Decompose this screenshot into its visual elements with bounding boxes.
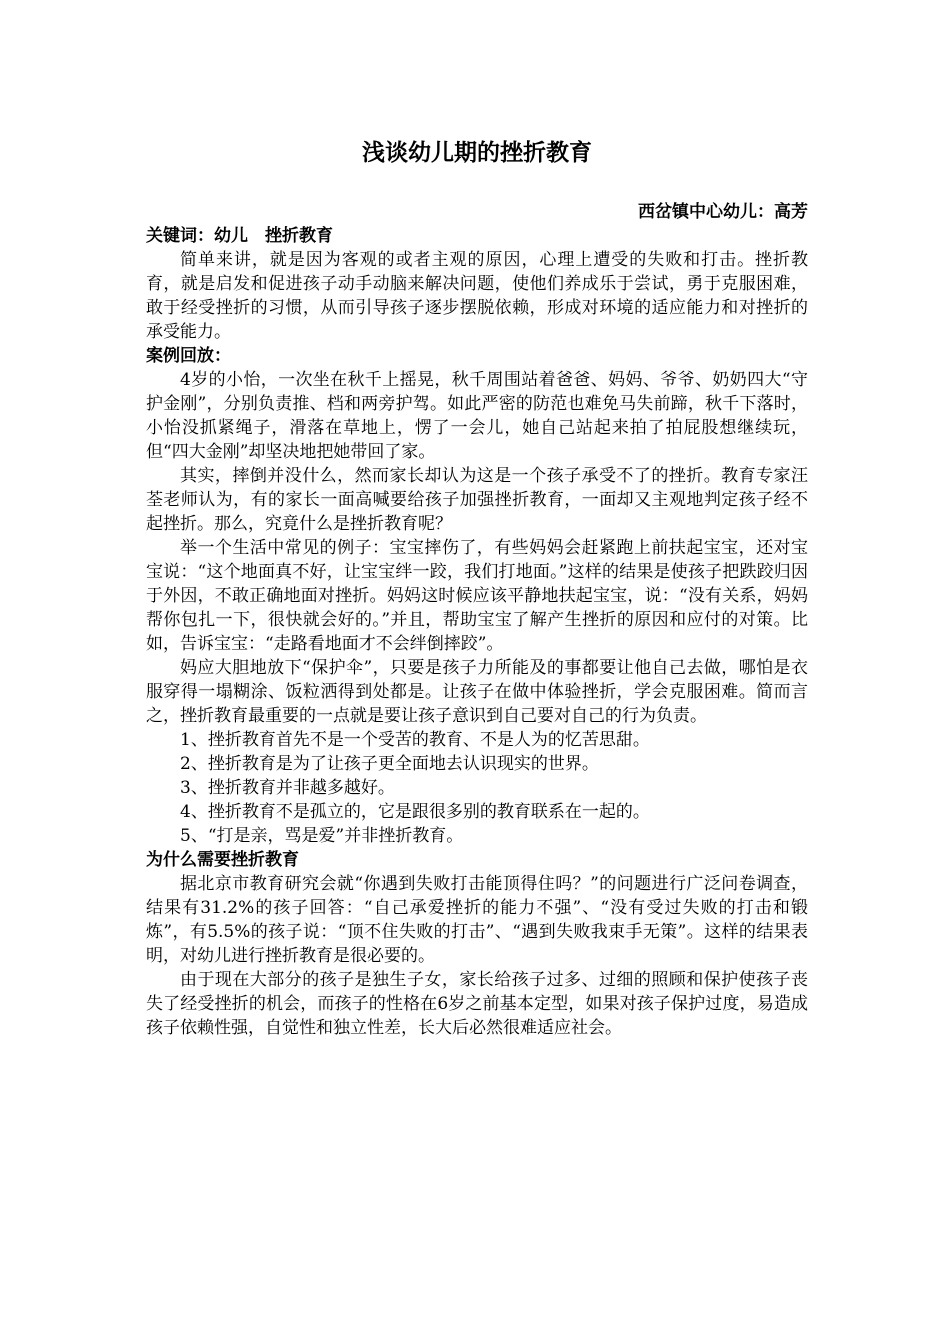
point-item: 3、挫折教育并非越多越好。 — [180, 778, 395, 798]
why-paragraph: 据北京市教育研究会就“你遇到失败打击能顶得住吗？”的问题进行广泛问卷调查，结果有31.2%的孩子回答：“自己承爱挫折的能力不强”、“没有受过失败的打击和锻炼”，有5.5%的孩子说：“顶不住失败的打击”、“遇到失败我束手无策”。这样的结果表明，对幼儿进行挫折教育是很必要的。 — [146, 874, 808, 966]
point-item: 5、“打是亲，骂是爱”并非挫折教育。 — [180, 826, 464, 846]
section-heading-why: 为什么需要挫折教育 — [146, 850, 299, 870]
intro-paragraph: 简单来讲，就是因为客观的或者主观的原因，心理上遭受的失败和打击。挫折教育，就是启发和促进孩子动手动脑来解决问题，使他们养成乐于尝试，勇于克服困难，敢于经受挫折的习惯，从而引导孩子逐步摆脱依赖，形成对环境的适应能力和对挫折的承受能力。 — [146, 250, 808, 342]
case-paragraph: 妈应大胆地放下“保护伞”，只要是孩子力所能及的事都要让他自己去做，哪怕是衣服穿得一塌糊涂、饭粒洒得到处都是。让孩子在做中体验挫折，学会克服困难。简而言之，挫折教育最重要的一点就是要让孩子意识到自己要对自己的行为负责。 — [146, 658, 808, 726]
keywords-line: 关键词：幼儿 挫折教育 — [146, 226, 333, 246]
point-item: 2、挫折教育是为了让孩子更全面地去认识现实的世界。 — [180, 754, 599, 774]
case-paragraph: 举一个生活中常见的例子：宝宝摔伤了，有些妈妈会赶紧跑上前扶起宝宝，还对宝宝说：“这个地面真不好，让宝宝绊一跤，我们打地面。”这样的结果是使孩子把跌跤归因于外因，不敢正确地面对挫折。妈妈这时候应该平静地扶起宝宝，说：“没有关系，妈妈帮你包扎一下，很快就会好的。”并且，帮助宝宝了解产生挫折的原因和应付的对策。比如，告诉宝宝：“走路看地面才不会绊倒摔跤”。 — [146, 538, 808, 654]
point-item: 1、挫折教育首先不是一个受苦的教育、不是人为的忆苦思甜。 — [180, 730, 650, 750]
case-paragraph: 4岁的小怡，一次坐在秋千上摇晃，秋千周围站着爸爸、妈妈、爷爷、奶奶四大“守护金刚”，分别负责推、档和两旁护驾。如此严密的防范也难免马失前蹄，秋千下落时，小怡没抓紧绳子，滑落在草地上，愣了一会儿，她自己站起来拍了拍屁股想继续玩，但“四大金刚”却坚决地把她带回了家。 — [146, 370, 808, 462]
document-title: 浅谈幼儿期的挫折教育 — [362, 140, 592, 166]
why-paragraph: 由于现在大部分的孩子是独生子女，家长给孩子过多、过细的照顾和保护使孩子丧失了经受挫折的机会，而孩子的性格在6岁之前基本定型，如果对孩子保护过度，易造成孩子依赖性强，自觉性和独立性差，长大后必然很难适应社会。 — [146, 970, 808, 1038]
author-line: 西岔镇中心幼儿：高芳 — [638, 202, 808, 222]
section-heading-case: 案例回放： — [146, 346, 231, 366]
document-body — [146, 224, 808, 1040]
case-paragraph: 其实，摔倒并没什么，然而家长却认为这是一个孩子承受不了的挫折。教育专家汪荃老师认为，有的家长一面高喊要给孩子加强挫折教育，一面却又主观地判定孩子经不起挫折。那么，究竟什么是挫折教育呢？ — [146, 466, 808, 534]
point-item: 4、挫折教育不是孤立的，它是跟很多别的教育联系在一起的。 — [180, 802, 650, 822]
